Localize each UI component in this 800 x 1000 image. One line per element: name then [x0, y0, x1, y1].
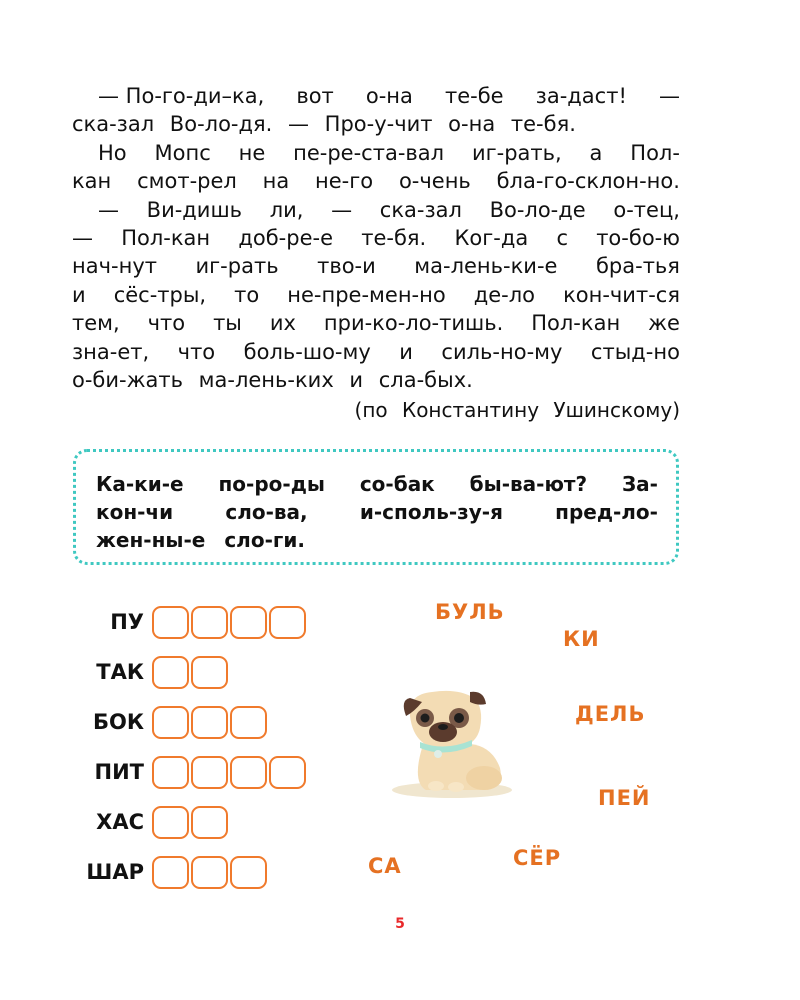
word: боль-шо-му: [243, 339, 371, 364]
syllable-answer-box[interactable]: [230, 706, 267, 739]
word: иг-рать: [195, 254, 279, 279]
word-prefix: ПУ: [110, 610, 144, 634]
word: Но: [98, 140, 127, 165]
word-prefix: ПИТ: [94, 760, 144, 784]
word: —: [331, 197, 353, 222]
word: и-споль-зу-я: [359, 500, 503, 524]
syllable-answer-box[interactable]: [152, 856, 189, 889]
word: Во-ло-де: [489, 197, 586, 222]
word: доб-ре-е: [238, 226, 334, 251]
syllable-answer-box[interactable]: [191, 756, 228, 789]
syllable-syor: СЁР: [513, 846, 562, 870]
word: и: [399, 339, 413, 364]
syllable-answer-box[interactable]: [191, 856, 228, 889]
story-line: [72, 167, 680, 195]
syllable-answer-box[interactable]: [152, 656, 189, 689]
word-prefix: ХАС: [96, 810, 144, 834]
word: о-на: [365, 84, 413, 108]
word: те-бя.: [361, 226, 427, 251]
word: то: [234, 282, 260, 307]
story-line: [72, 110, 680, 138]
story-line: [72, 281, 680, 309]
word: о-тец,: [613, 197, 680, 222]
syllable-bul: БУЛЬ: [435, 600, 505, 624]
syllable-answer-box[interactable]: [269, 606, 306, 639]
task-text: [96, 470, 658, 554]
word-prefix: БОК: [92, 710, 144, 734]
word: стыд-но: [590, 339, 680, 364]
task-line: [96, 498, 658, 526]
word: что: [147, 311, 186, 336]
word: что: [177, 339, 216, 364]
story-line: [72, 82, 680, 110]
word: ска-зал: [379, 197, 462, 222]
word: бы-ва-ют?: [469, 472, 588, 496]
word: же: [648, 311, 680, 336]
word: бра-тья: [595, 254, 680, 279]
story-line: [72, 252, 680, 280]
syllable-ki: КИ: [563, 627, 600, 651]
word: по-ро-ды: [218, 472, 325, 496]
story-line: [72, 338, 680, 366]
word: их: [269, 311, 296, 336]
word: те-бе: [444, 84, 504, 108]
syllable-answer-box[interactable]: [269, 756, 306, 789]
word: кан: [72, 169, 112, 194]
word: жен-ны-е сло-ги.: [96, 528, 305, 552]
story-line: [72, 196, 680, 224]
word: на: [262, 169, 290, 194]
word: за-даст!: [535, 84, 627, 108]
story-line: [72, 366, 680, 394]
syllable-answer-box[interactable]: [191, 606, 228, 639]
word: то-бо-ю: [596, 226, 680, 251]
task-line: [96, 526, 658, 554]
word: пред-ло-: [555, 500, 658, 524]
word: не: [238, 140, 266, 165]
story-line: [72, 139, 680, 167]
word: о-би-жать ма-лень-ких и сла-бых.: [72, 368, 473, 393]
syllable-sa: СА: [368, 854, 402, 878]
syllable-answer-box[interactable]: [152, 756, 189, 789]
word: Пол-кан: [531, 311, 621, 336]
word: и: [72, 282, 86, 307]
word: Пол-: [630, 140, 680, 165]
word: де-ло: [473, 282, 536, 307]
word: Мопс: [154, 140, 211, 165]
word: тво-и: [317, 254, 376, 279]
word: ли,: [269, 197, 304, 222]
word: Ког-да: [454, 226, 529, 251]
word: с: [556, 226, 568, 251]
word: ма-лень-ки-е: [414, 254, 558, 279]
syllable-answer-box[interactable]: [152, 706, 189, 739]
word: нач-нут: [72, 254, 157, 279]
word: — По-го-ди–ка,: [98, 84, 265, 108]
word: кон-чи: [96, 500, 174, 524]
syllable-answer-box[interactable]: [191, 706, 228, 739]
syllable-answer-box[interactable]: [191, 806, 228, 839]
word-prefix: ТАК: [96, 660, 144, 684]
story-line: [72, 224, 680, 252]
syllable-del: ДЕЛЬ: [575, 702, 646, 726]
pug-puppy-icon: [392, 682, 520, 802]
story-text: [72, 82, 680, 394]
word: —: [72, 226, 93, 251]
word: Ви-дишь: [146, 197, 243, 222]
task-line: [96, 470, 658, 498]
word: —: [658, 84, 680, 108]
story-line: [72, 309, 680, 337]
word: при-ко-ло-тишь.: [323, 311, 504, 336]
word: иг-рать,: [471, 140, 562, 165]
word: тем,: [72, 311, 120, 336]
task-box: [73, 449, 679, 565]
word-prefix: ШАР: [86, 860, 144, 884]
syllable-answer-box[interactable]: [230, 606, 267, 639]
syllable-answer-box[interactable]: [152, 606, 189, 639]
syllable-answer-box[interactable]: [152, 806, 189, 839]
word: пе-ре-ста-вал: [293, 140, 445, 165]
word: зна-ет,: [72, 339, 150, 364]
word: силь-но-му: [441, 339, 563, 364]
word: со-бак: [359, 472, 435, 496]
word: За-: [621, 472, 658, 496]
word: а: [589, 140, 603, 165]
page-number: 5: [395, 916, 405, 932]
word: сло-ва,: [225, 500, 308, 524]
word: вот: [296, 84, 334, 108]
word: кон-чит-ся: [563, 282, 680, 307]
word: ты: [213, 311, 242, 336]
word: Ка-ки-е: [96, 472, 184, 496]
word: сёс-тры,: [113, 282, 207, 307]
syllable-answer-box[interactable]: [191, 656, 228, 689]
word: —: [98, 197, 119, 222]
word: смот-рел: [137, 169, 237, 194]
syllable-pey: ПЕЙ: [598, 786, 651, 810]
word: бла-го-склон-но.: [496, 169, 680, 194]
syllable-answer-box[interactable]: [230, 756, 267, 789]
word: ска-зал Во-ло-дя. — Про-у-чит о-на те-бя.: [72, 112, 576, 137]
word: Пол-кан: [121, 226, 211, 251]
syllable-answer-box[interactable]: [230, 856, 267, 889]
story-source: (по Константину Ушинскому): [354, 398, 680, 422]
word: не-го: [315, 169, 374, 194]
word: не-пре-мен-но: [287, 282, 446, 307]
word: о-чень: [398, 169, 471, 194]
